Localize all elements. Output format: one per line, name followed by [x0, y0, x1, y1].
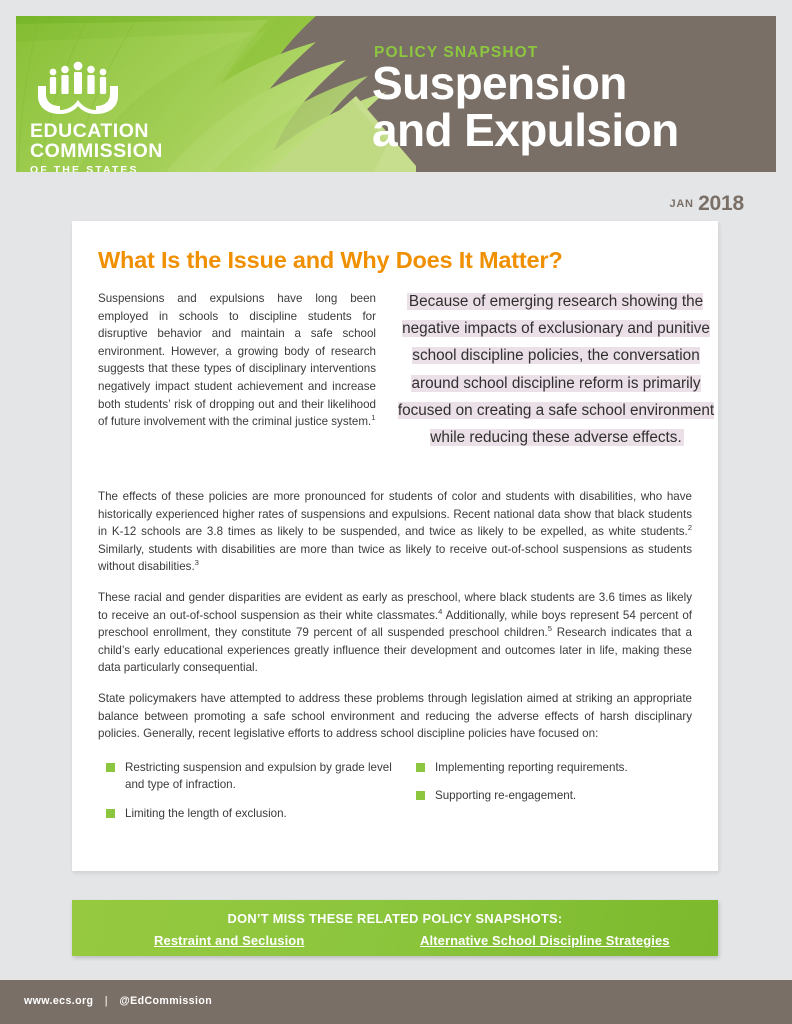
bullet-label: Limiting the length of exclusion. — [125, 806, 287, 820]
bullet-label: Restricting suspension and expulsion by grade level and type of infraction. — [125, 760, 392, 792]
pull-quote — [396, 288, 716, 451]
related-snapshots-banner — [72, 900, 718, 956]
paragraph-2-text: for students of color and students with disabilities, who have historically experienced higher rates of suspensions and expulsions. Recent national data show that black students in K-12 schools are 3.8 times as likely to be suspended, and twice as likely to be expelled, as white students. — [98, 490, 692, 539]
date-year: 2018 — [698, 192, 744, 215]
footer-website[interactable]: www.ecs.org — [24, 995, 94, 1007]
content-card — [72, 221, 718, 871]
body-flow — [98, 488, 692, 743]
pull-quote-text: Because of emerging research showing the negative impacts of exclusionary and punitive school discipline policies, the conversation around school discipline reform is primarily focused on creating a safe school environment while reducing these adverse effects. — [397, 293, 715, 447]
list-item — [106, 805, 396, 822]
footer-contact — [24, 995, 212, 1007]
footnote-ref-4: 4 — [438, 606, 443, 616]
paragraph-2 — [98, 488, 692, 576]
logo-line-2: COMMISSION — [30, 139, 163, 162]
footnote-ref-3: 3 — [194, 558, 199, 568]
bullet-square-icon — [106, 763, 115, 772]
footnote-ref-1: 1 — [371, 413, 376, 423]
related-link-alternative-school-discipline-strategies[interactable]: Alternative School Discipline Strategies — [420, 933, 670, 948]
paragraph-3-text-a: These racial and gender disparities are evident as early as preschool, where black students are 3.6 times as likely to receive an out-of-school suspension as their white classmates. — [98, 591, 692, 622]
paragraph-3 — [98, 589, 692, 677]
people-in-hands-logo-icon — [34, 58, 126, 114]
document-footer — [0, 980, 792, 1024]
paragraph-1 — [98, 290, 376, 431]
publication-date — [670, 192, 744, 216]
paragraph-1-text: Suspensions and expulsions have long been employed in schools to discipline students for disruptive behavior and maintain a safe school environment. However, a growing body of research suggests that these types of disciplinary interventions negatively impact student achievement and increase both students’ risk of dropping out and their likelihood of future involvement with the criminal justice system. — [98, 292, 376, 429]
logo-line-1: EDUCATION — [30, 120, 149, 142]
banner-title: DON’T MISS THESE RELATED POLICY SNAPSHOTS: — [227, 911, 563, 926]
policy-snapshot-kicker: POLICY SNAPSHOT — [374, 44, 539, 61]
page-title — [372, 57, 679, 156]
paragraph-3-text-c: Research indicates that a child’s early educational experiences greatly influence their development and outcomes later in life, making these data particularly consequential. — [98, 626, 692, 675]
list-item — [416, 759, 706, 776]
ecs-logo — [30, 58, 210, 172]
list-item — [106, 759, 396, 794]
bullet-column-right — [416, 759, 706, 816]
intro-left-column — [98, 290, 376, 431]
section-heading: What Is the Issue and Why Does It Matter? — [98, 247, 563, 273]
list-item — [416, 787, 706, 804]
intro-columns — [98, 290, 715, 486]
bullet-square-icon — [416, 791, 425, 800]
logo-line-3: OF THE STATES — [30, 163, 139, 172]
footer-handle[interactable]: @EdCommission — [119, 995, 213, 1007]
bullet-lists — [98, 759, 692, 839]
bullet-label: Supporting re-engagement. — [435, 789, 577, 803]
footer-separator: | — [104, 995, 109, 1007]
footnote-ref-2: 2 — [687, 523, 692, 533]
bullet-square-icon — [106, 809, 115, 818]
paragraph-2-text-b: Similarly, students with disabilities are more than twice as likely to receive out-of-school suspensions as students without disabilities. — [98, 542, 692, 574]
title-line-1: Suspension — [372, 57, 627, 109]
related-link-restraint-and-seclusion[interactable]: Restraint and Seclusion — [154, 933, 305, 948]
paragraph-2-lead: The effects of these policies are more pronounced — [98, 490, 366, 503]
bullet-label: Implementing reporting requirements. — [435, 760, 628, 774]
bullet-column-left — [106, 759, 396, 833]
bullet-square-icon — [416, 763, 425, 772]
date-month: JAN — [669, 198, 694, 210]
paragraph-4: State policymakers have attempted to address these problems through legislation aimed at striking an appropriate balance between promoting a safe school environment and reducing the adverse effects of harsh disciplinary policies. Generally, recent legislative efforts to address school discipline policies have focused on: — [98, 692, 692, 741]
title-line-2: and Expulsion — [372, 103, 679, 156]
footnote-ref-5: 5 — [547, 624, 553, 634]
banner-links — [72, 933, 718, 953]
paragraph-3-text-b: Additionally, while boys represent 54 percent of preschool enrollment, they constitute 79 percent of all suspended preschool children. — [98, 608, 693, 640]
document-header — [16, 16, 776, 172]
